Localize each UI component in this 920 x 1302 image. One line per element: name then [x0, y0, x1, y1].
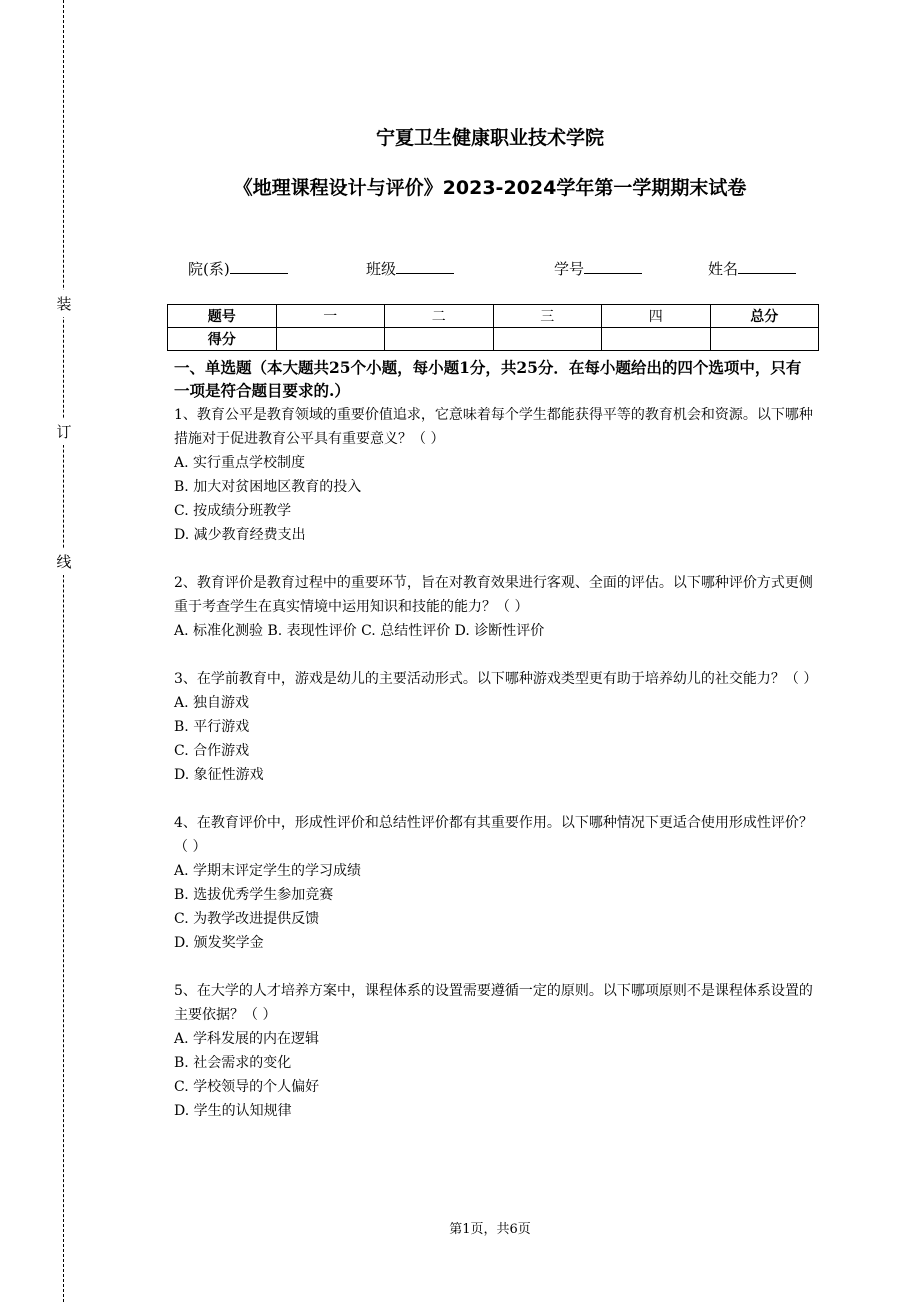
score-table [167, 304, 819, 351]
option-a: A. 学科发展的内在逻辑 [174, 1031, 320, 1047]
score-header-2: 二 [385, 305, 494, 328]
option-b: B. 平行游戏 [174, 719, 250, 735]
option-d: D. 象征性游戏 [174, 767, 264, 783]
option-a: A. 实行重点学校制度 [174, 455, 306, 471]
name-field[interactable] [708, 258, 796, 279]
score-cell-3[interactable] [493, 328, 602, 351]
score-header-3: 三 [493, 305, 602, 328]
class-label: 班级 [366, 260, 397, 278]
option-d: D. 学生的认知规律 [174, 1103, 292, 1119]
binding-char-ding: 订 [55, 418, 73, 445]
score-cell-total[interactable] [710, 328, 819, 351]
option-b: B. 社会需求的变化 [174, 1055, 292, 1071]
option-c: C. 为教学改进提供反馈 [174, 911, 320, 927]
student-id-blank[interactable] [584, 259, 642, 274]
school-name: 宁夏卫生健康职业技术学院 [375, 127, 604, 149]
student-id-field[interactable] [554, 258, 642, 279]
college-label: 院(系) [188, 260, 230, 278]
option-d: D. 颁发奖学金 [174, 935, 264, 951]
exam-title: 《地理课程设计与评价》2023-2024学年第一学期期末试卷 [233, 177, 747, 199]
question-stem: 4、在教育评价中，形成性评价和总结性评价都有其重要作用。以下哪种情况下更适合使用形成性评价？（ ） [174, 815, 813, 855]
score-table-score-row [168, 328, 819, 351]
option-b: B. 选拔优秀学生参加竞赛 [174, 887, 334, 903]
option-c: C. 合作游戏 [174, 743, 250, 759]
score-header-total: 总分 [710, 305, 819, 328]
student-id-label: 学号 [554, 260, 585, 278]
score-row-label: 得分 [168, 328, 277, 351]
score-header-1: 一 [276, 305, 385, 328]
score-cell-1[interactable] [276, 328, 385, 351]
binding-char-zhuang: 装 [55, 290, 73, 317]
question-2 [174, 571, 814, 643]
option-c: C. 按成绩分班教学 [174, 503, 292, 519]
option-a: A. 独自游戏 [174, 695, 250, 711]
page-number: 第1页，共6页 [449, 1222, 531, 1237]
exam-content [174, 356, 818, 1147]
question-stem: 2、教育评价是教育过程中的重要环节，旨在对教育效果进行客观、全面的评估。以下哪种评价方式更侧重于考查学生在真实情境中运用知识和技能的能力？（ ） [174, 575, 813, 615]
score-header-question-no: 题号 [168, 305, 277, 328]
score-cell-2[interactable] [385, 328, 494, 351]
option-a: A. 学期末评定学生的学习成绩 [174, 863, 362, 879]
class-blank[interactable] [396, 259, 454, 274]
option-d: D. 减少教育经费支出 [174, 527, 306, 543]
options-inline: A. 标准化测验 B. 表现性评价 C. 总结性评价 D. 诊断性评价 [174, 623, 545, 639]
college-field[interactable] [188, 258, 288, 279]
score-header-4: 四 [602, 305, 711, 328]
question-stem: 3、在学前教育中，游戏是幼儿的主要活动形式。以下哪种游戏类型更有助于培养幼儿的社交能力？（ ） [174, 671, 818, 687]
question-stem: 1、教育公平是教育领域的重要价值追求，它意味着每个学生都能获得平等的教育机会和资源。以下哪种措施对于促进教育公平具有重要意义？（ ） [174, 407, 813, 447]
name-label: 姓名 [708, 260, 739, 278]
college-blank[interactable] [230, 259, 288, 274]
binding-char-xian: 线 [55, 548, 73, 575]
question-4 [174, 811, 814, 955]
question-3 [174, 667, 818, 787]
option-b: B. 加大对贫困地区教育的投入 [174, 479, 362, 495]
question-stem: 5、在大学的人才培养方案中，课程体系的设置需要遵循一定的原则。以下哪项原则不是课程体系设置的主要依据？（ ） [174, 983, 813, 1023]
name-blank[interactable] [738, 259, 796, 274]
question-1 [174, 403, 814, 547]
score-table-header-row [168, 305, 819, 328]
option-c: C. 学校领导的个人偏好 [174, 1079, 320, 1095]
section-heading: 一、单选题（本大题共25个小题，每小题1分，共25分．在每小题给出的四个选项中，只有一项是符合题目要求的.） [174, 358, 802, 400]
question-5 [174, 979, 814, 1123]
class-field[interactable] [366, 258, 454, 279]
score-cell-4[interactable] [602, 328, 711, 351]
